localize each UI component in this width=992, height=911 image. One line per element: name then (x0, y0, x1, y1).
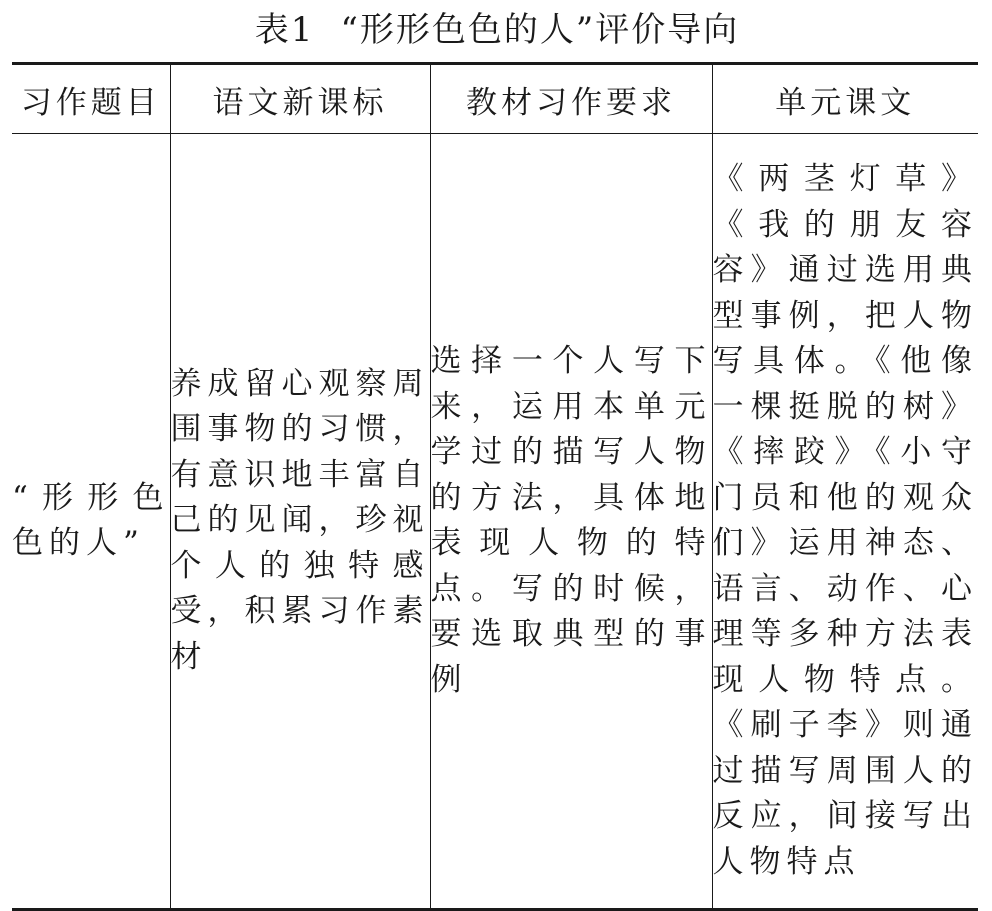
table-row (12, 134, 978, 910)
table-header-row (12, 64, 978, 134)
column-header-topic: 习作题目 (12, 64, 170, 134)
evaluation-table (12, 62, 978, 911)
cell-topic-text: “形形色色的人” (12, 479, 170, 561)
table-caption (0, 6, 992, 54)
cell-textbook-requirement-text: 选择一个人写下来，运用本单元学过的描写人物的方法，具体地表现人物的特点。写的时候，要选取典型的事例 (430, 343, 712, 698)
table-number: 表1 (254, 10, 315, 50)
table-title: “形形色色的人”评价导向 (340, 10, 740, 50)
cell-unit-texts (712, 134, 978, 910)
column-header-textbook-requirement: 教材习作要求 (430, 64, 712, 134)
column-header-curriculum-standard: 语文新课标 (170, 64, 430, 134)
cell-topic (12, 134, 170, 910)
cell-curriculum-standard (170, 134, 430, 910)
cell-unit-texts-text: 《两茎灯草》《我的朋友容容》通过选用典型事例，把人物写具体。《他像一棵挺脱的树》《摔跤》《小守门员和他的观众们》运用神态、语言、动作、心理等多种方法表现人物特点。《刷子李》则通过描写周围人的反应，间接写出人物特点 (712, 161, 978, 880)
column-header-unit-texts: 单元课文 (712, 64, 978, 134)
cell-curriculum-standard-text: 养成留心观察周围事物的习惯，有意识地丰富自己的见闻，珍视个人的独特感受，积累习作素材 (170, 365, 430, 675)
cell-textbook-requirement (430, 134, 712, 910)
